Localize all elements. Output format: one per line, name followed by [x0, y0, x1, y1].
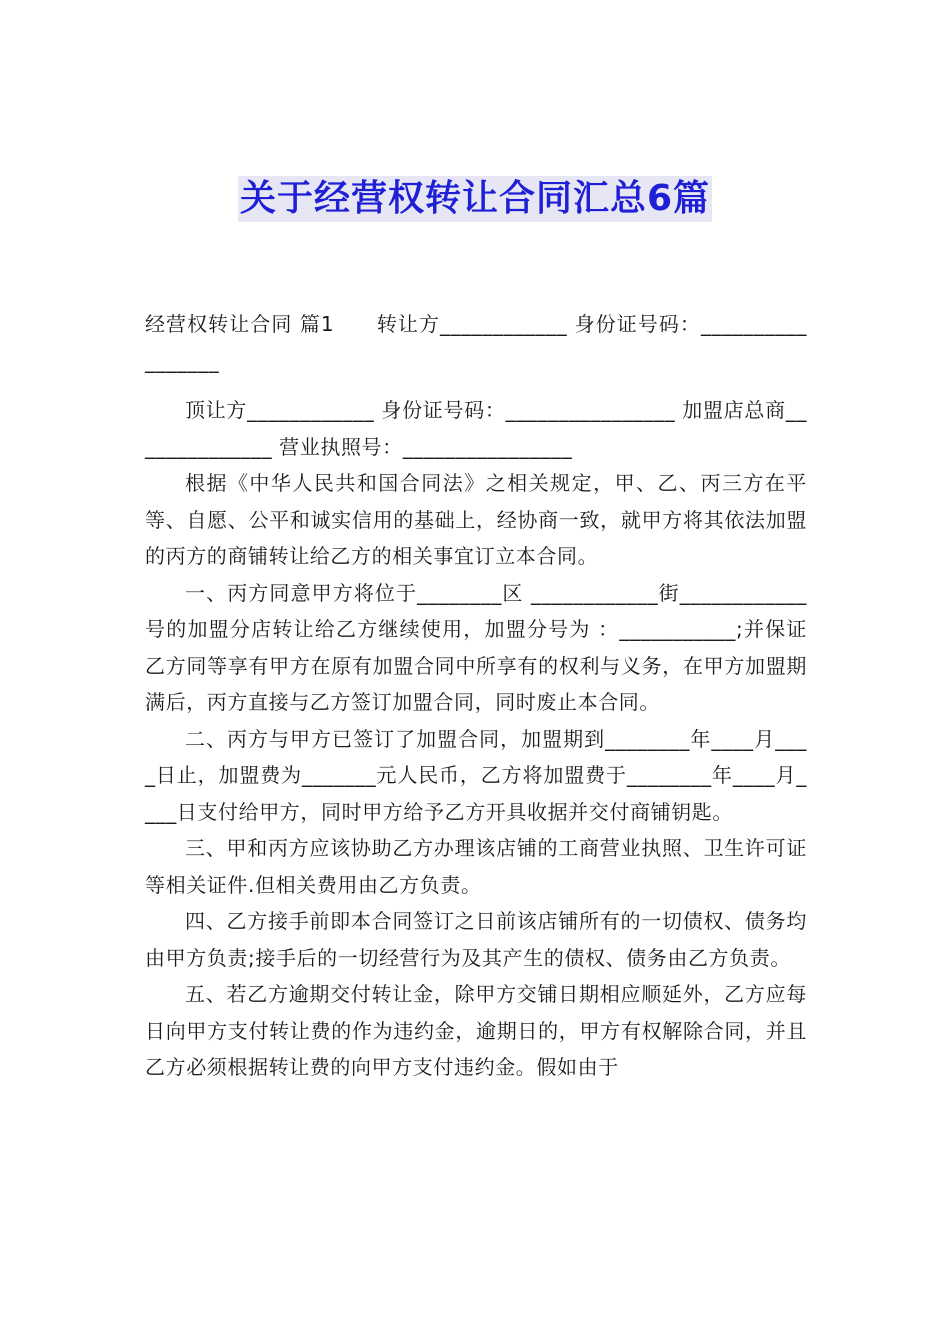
paragraph-parties: 顶让方____________ 身份证号码：________________ 加盟店总商______________ 营业执照号：________________	[145, 398, 807, 459]
paragraph-preamble: 根据《中华人民共和国合同法》之相关规定，甲、乙、丙三方在平等、自愿、公平和诚实信用的基础上，经协商一致，就甲方将其依法加盟的丙方的商铺转让给乙方的相关事宜订立本合同。	[145, 471, 807, 568]
paragraph-clause-2: 二、丙方与甲方已签订了加盟合同，加盟期到________年____月____日止，加盟费为_______元人民币，乙方将加盟费于________年____月____日支付给甲方，同时甲方给予乙方开具收据并交付商铺钥匙。	[145, 726, 807, 824]
paragraph-clause-4: 四、乙方接手前即本合同签订之日前该店铺所有的一切债权、债务均由甲方负责;接手后的一切经营行为及其产生的债权、债务由乙方负责。	[145, 909, 807, 970]
title-container	[0, 176, 950, 222]
paragraph-clause-3: 三、甲和丙方应该协助乙方办理该店铺的工商营业执照、卫生许可证等相关证件.但相关费用由乙方负责。	[145, 836, 807, 897]
paragraph-heading: 经营权转让合同 篇1 转让方____________ 身份证号码：_________________	[145, 312, 807, 373]
paragraph-clause-1: 一、丙方同意甲方将位于________区 ____________街____________号的加盟分店转让给乙方继续使用，加盟分号为 ：___________;并保证乙方同等享有甲方在原有加盟合同中所享有的权利与义务，在甲方加盟期满后，丙方直接与乙方签订加盟合同，同时废止本合同。	[145, 580, 807, 714]
document-body	[145, 306, 807, 1086]
paragraph-clause-5: 五、若乙方逾期交付转让金，除甲方交铺日期相应顺延外，乙方应每日向甲方支付转让费的作为违约金，逾期日的，甲方有权解除合同，并且乙方必须根据转让费的向甲方支付违约金。假如由于	[145, 982, 807, 1079]
document-title: 关于经营权转让合同汇总6篇	[238, 176, 712, 222]
